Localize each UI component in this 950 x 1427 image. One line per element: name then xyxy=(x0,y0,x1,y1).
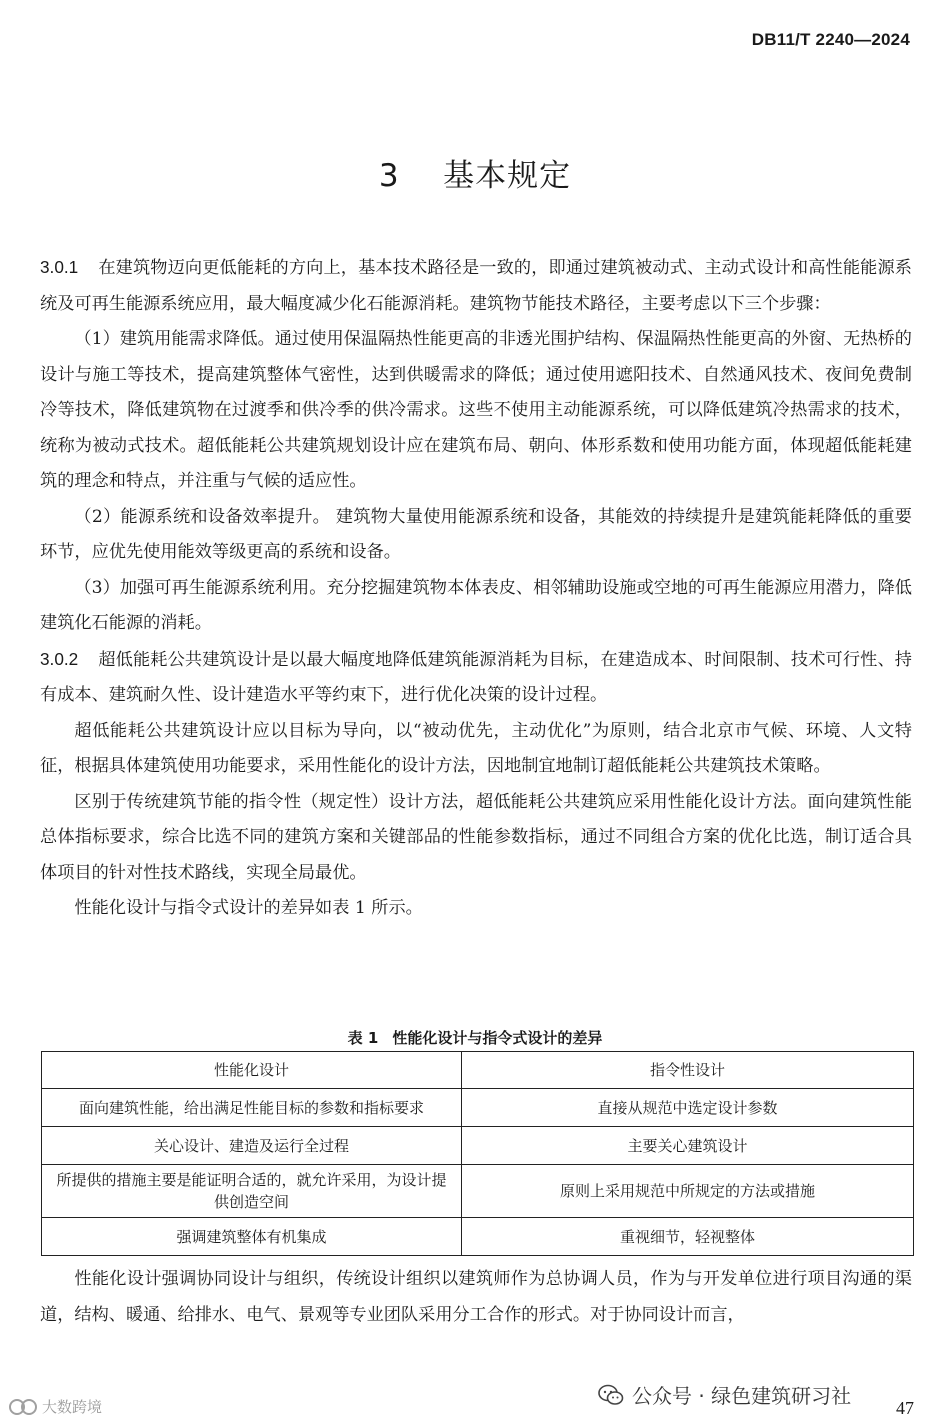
comparison-table xyxy=(41,1051,914,1256)
clause-number: 3.0.2 xyxy=(40,648,79,669)
table-cell: 关心设计、建造及运行全过程 xyxy=(42,1127,462,1165)
header-performance-design: 性能化设计 xyxy=(42,1052,462,1089)
wechat-icon xyxy=(598,1384,624,1406)
document-code: DB11/T 2240—2024 xyxy=(751,30,910,49)
clause-3-0-2-para-5: 性能化设计强调协同设计与组织，传统设计组织以建筑师作为总协调人员，作为与开发单位进行项目沟通的渠道，结构、暖通、给排水、电气、景观等专业团队采用分工合作的形式。对于协同设计而言， xyxy=(40,1269,912,1325)
table-cell: 原则上采用规范中所规定的方法或措施 xyxy=(462,1165,914,1218)
table-row xyxy=(42,1127,914,1165)
table-cell: 强调建筑整体有机集成 xyxy=(42,1218,462,1256)
table-cell: 所提供的措施主要是能证明合适的，就允许采用，为设计提供创造空间 xyxy=(42,1165,462,1218)
table-row xyxy=(42,1218,914,1256)
table-cell: 直接从规范中选定设计参数 xyxy=(462,1089,914,1127)
table-cell: 重视细节，轻视整体 xyxy=(462,1218,914,1256)
table-caption xyxy=(0,1027,950,1048)
header-prescriptive-design: 指令性设计 xyxy=(462,1052,914,1089)
step-3-paragraph: （3）加强可再生能源系统利用。充分挖掘建筑物本体表皮、相邻辅助设施或空地的可再生能源应用潜力，降低建筑化石能源的消耗。 xyxy=(40,577,912,633)
table-row xyxy=(42,1165,914,1218)
clause-number: 3.0.1 xyxy=(40,257,79,277)
chapter-title xyxy=(0,150,950,195)
clause-3-0-1 xyxy=(40,250,912,927)
page-number: 47 xyxy=(896,1398,914,1418)
step-2-paragraph: （2）能源系统和设备效率提升。 建筑物大量使用能源系统和设备，其能效的持续提升是建筑能耗降低的重要环节，应优先使用能效等级更高的系统和设备。 xyxy=(40,506,912,562)
chapter-number: 3 xyxy=(378,158,400,194)
table-cell: 主要关心建筑设计 xyxy=(462,1127,914,1165)
chapter-name: 基本规定 xyxy=(443,158,572,194)
table-header-row xyxy=(42,1052,914,1089)
corner-logo-text: 大数跨境 xyxy=(42,1398,103,1416)
corner-logo xyxy=(8,1396,102,1417)
brand-text: 公众号 · 绿色建筑研习社 xyxy=(632,1384,852,1408)
clause-3-0-2-intro xyxy=(40,642,912,714)
footer-brand xyxy=(598,1380,851,1409)
cc-icon xyxy=(8,1398,38,1416)
paragraph-text: 超低能耗公共建筑设计是以最大幅度地降低建筑能源消耗为目标，在建造成本、时间限制、技术可行性、持有成本、建筑耐久性、设计建造水平等约束下，进行优化决策的设计过程。 xyxy=(40,649,912,705)
table-number: 表 1 xyxy=(347,1029,379,1047)
table-row xyxy=(42,1089,914,1127)
clause-3-0-2-para-4: 性能化设计与指令式设计的差异如表 1 所示。 xyxy=(74,898,423,918)
clause-3-0-2-para-2: 超低能耗公共建筑设计应以目标为导向，以“被动优先，主动优化”为原则，结合北京市气候、环境、人文特征，根据具体建筑使用功能要求，采用性能化的设计方法，因地制宜地制订超低能耗公共建筑技术策略。 xyxy=(40,720,912,776)
clause-3-0-1-intro xyxy=(40,250,912,322)
table-cell: 面向建筑性能，给出满足性能目标的参数和指标要求 xyxy=(42,1089,462,1127)
clause-3-0-2-para-3: 区别于传统建筑节能的指令性（规定性）设计方法，超低能耗公共建筑应采用性能化设计方法。面向建筑性能总体指标要求，综合比选不同的建筑方案和关键部品的性能参数指标，通过不同组合方案的优化比选，制订适合具体项目的针对性技术路线，实现全局最优。 xyxy=(40,791,912,883)
paragraph-text: 在建筑物迈向更低能耗的方向上，基本技术路径是一致的，即通过建筑被动式、主动式设计和高性能能源系统及可再生能源系统应用，最大幅度减少化石能源消耗。建筑物节能技术路径，主要考虑以下三个步骤： xyxy=(40,258,912,314)
table-title: 性能化设计与指令式设计的差异 xyxy=(392,1029,603,1047)
step-1-paragraph: （1）建筑用能需求降低。通过使用保温隔热性能更高的非透光围护结构、保温隔热性能更高的外窗、无热桥的设计与施工等技术，提高建筑整体气密性，达到供暖需求的降低；通过使用遮阳技术、自然通风技术、夜间免费制冷等技术，降低建筑物在过渡季和供冷季的供冷需求。这些不使用主动能源系统，可以降低建筑冷热需求的技术，统称为被动式技术。超低能耗公共建筑规划设计应在建筑布局、朝向、体形系数和使用功能方面，体现超低能耗建筑的理念和特点，并注重与气候的适应性。 xyxy=(40,329,912,491)
clause-3-0-2-continued xyxy=(40,1262,912,1333)
